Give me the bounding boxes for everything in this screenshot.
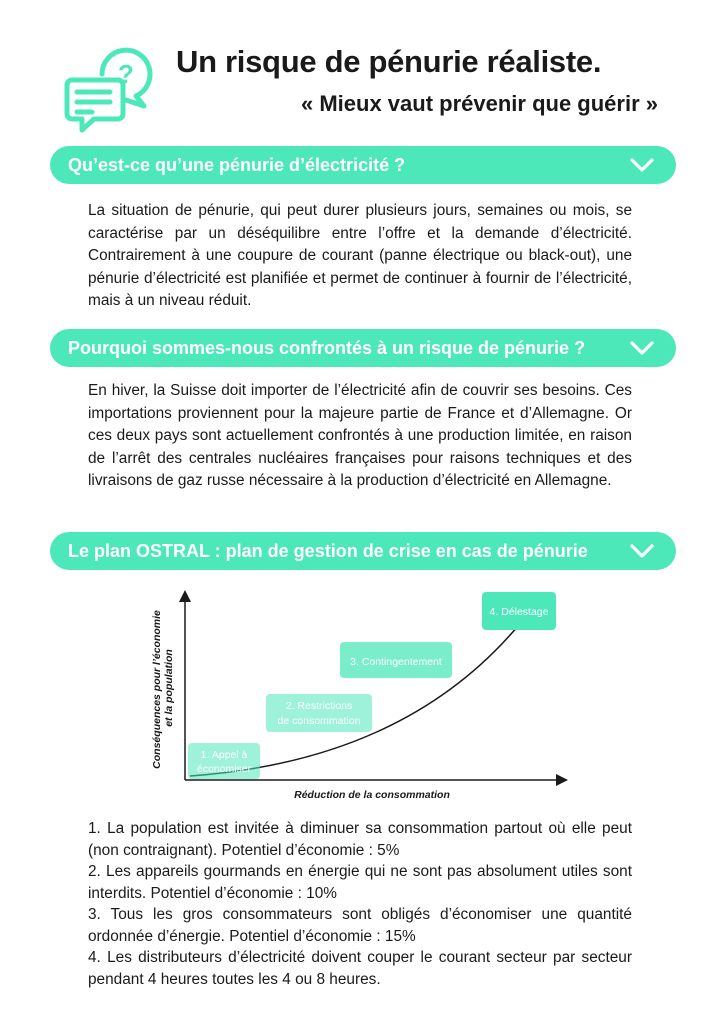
section-title: Le plan OSTRAL : plan de gestion de crise en cas de pénurie	[68, 540, 588, 561]
list-item: 1. La population est invitée à diminuer sa consommation partout où elle peut (non contraignant). Potentiel d’économie : 5%	[88, 820, 632, 859]
svg-text:1. Appel à: 1. Appel à	[200, 749, 248, 761]
step-delestage	[482, 592, 556, 630]
list-item: 4. Les distributeurs d’électricité doivent couper le courant secteur par secteur pendant 4 heures toutes les 4 ou 8 heures.	[88, 949, 632, 988]
step-restrictions	[266, 694, 372, 732]
section-header-penurie[interactable]	[50, 146, 676, 184]
svg-text:économiser: économiser	[196, 763, 252, 775]
svg-text:de consommation: de consommation	[277, 715, 361, 727]
list-item: 3. Tous les gros consommateurs sont obligés d’économiser une quantité ordonnée d’énergie. Potentiel d’économie : 15%	[88, 906, 632, 945]
chat-question-icon	[62, 44, 154, 134]
page-subtitle: « Mieux vaut prévenir que guérir »	[300, 91, 658, 116]
x-axis-label: Réduction de la consommation	[294, 789, 450, 801]
chevron-down-icon[interactable]	[630, 543, 654, 559]
step-appel	[188, 743, 260, 779]
svg-text:3. Contingentement: 3. Contingentement	[350, 656, 442, 668]
section-body: La situation de pénurie, qui peut durer plusieurs jours, semaines ou mois, se caractérise par un déséquilibre entre l’offre et la demande d’électricité. Contrairement à une coupure de courant (panne électrique ou black-out), une pénurie d’électricité est planifiée et permet de continuer à fournir de l’électricité, mais à un niveau réduit.	[88, 202, 632, 309]
y-axis-label: Conséquences pour l’économie et la population	[151, 610, 175, 769]
step-contingentement	[340, 642, 452, 678]
chevron-down-icon[interactable]	[630, 157, 654, 173]
page-title: Un risque de pénurie réaliste.	[176, 44, 602, 79]
ostral-diagram	[140, 588, 570, 810]
section-title: Pourquoi sommes-nous confrontés à un risque de pénurie ?	[68, 337, 586, 358]
section-header-ostral[interactable]	[50, 532, 676, 570]
section-title: Qu’est-ce qu’une pénurie d’électricité ?	[68, 154, 406, 175]
chevron-down-icon[interactable]	[630, 340, 654, 356]
section-body: En hiver, la Suisse doit importer de l’électricité afin de couvrir ses besoins. Ces importations proviennent pour la majeure partie de France et d’Allemagne. Or ces deux pays sont actuellement confrontés à une production limitée, en raison de l’arrêt des centrales nucléaires françaises pour raisons techniques et des livraisons de gaz russe nécessaire à la production d’électricité en Allemagne.	[88, 382, 632, 489]
svg-text:4. Délestage: 4. Délestage	[489, 606, 549, 618]
svg-text:?: ?	[118, 59, 134, 89]
svg-text:2. Restrictions: 2. Restrictions	[285, 700, 353, 712]
list-item: 2. Les appareils gourmands en énergie qui ne sont pas absolument utiles sont interdits. Potentiel d’économie : 10%	[88, 863, 632, 902]
section-header-risque[interactable]	[50, 329, 676, 367]
measures-list	[88, 818, 632, 990]
